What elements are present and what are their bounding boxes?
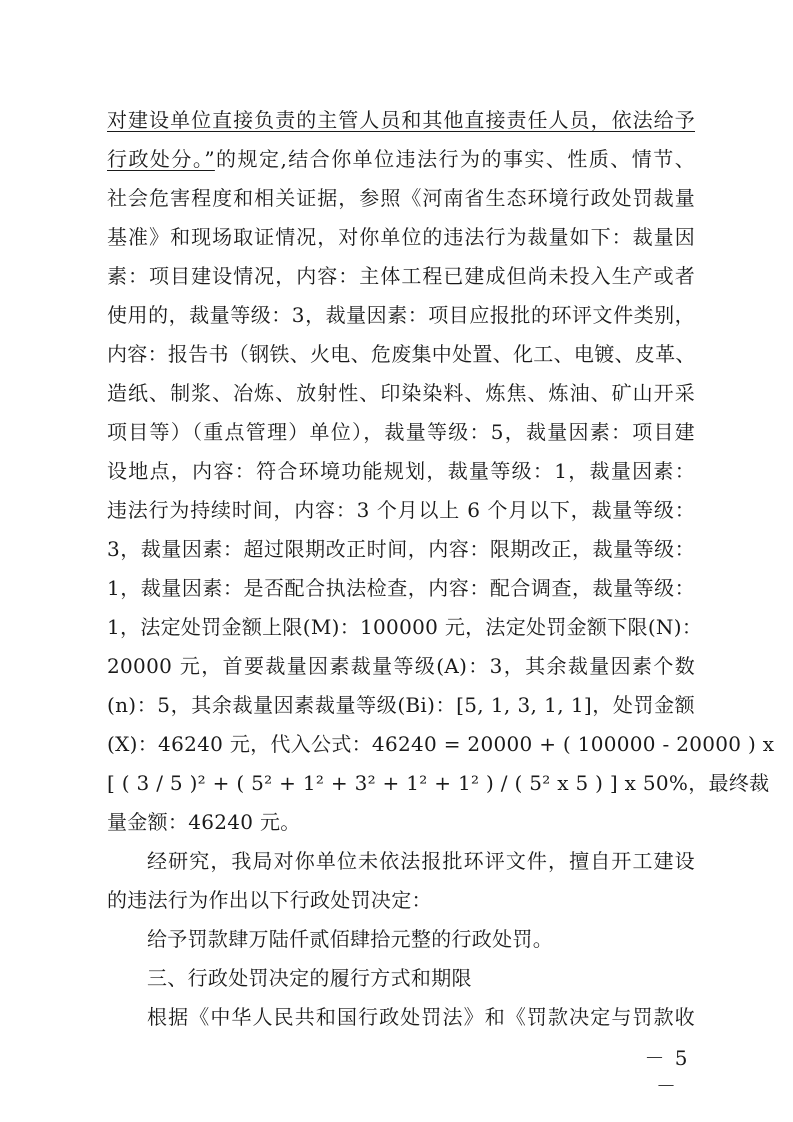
text-line-7: 内容：报告书（钢铁、火电、危废集中处置、化工、电镀、皮革、 <box>107 342 696 366</box>
page-number: － 5 － <box>644 1046 690 1098</box>
text-line-9: 项目等）（重点管理）单位），裁量等级：5，裁量因素：项目建 <box>107 420 695 444</box>
text-line-11: 违法行为持续时间，内容：3 个月以上 6 个月以下，裁量等级： <box>107 498 695 522</box>
text-line-4: 基准》和现场取证情况，对你单位的违法行为裁量如下：裁量因 <box>107 225 695 249</box>
text-line-21: 的违法行为作出以下行政处罚决定： <box>107 888 432 912</box>
text-line-15: 20000 元，首要裁量因素裁量等级(A)：3，其余裁量因素个数 <box>107 654 695 678</box>
text-line-8: 造纸、制浆、冶炼、放射性、印染染料、炼焦、炼油、矿山开采 <box>107 381 695 405</box>
text-line-19: 量金额：46240 元。 <box>107 810 301 834</box>
text-line-24: 根据《中华人民共和国行政处罚法》和《罚款决定与罚款收 <box>147 1005 695 1029</box>
paragraph-line-research: 经研究，我局对你单位未依法报批环评文件，擅自开工建设 <box>147 849 695 873</box>
text-line-14: 1，法定处罚金额上限(M)：100000 元，法定处罚金额下限(N)： <box>107 615 703 639</box>
text-line-1 <box>107 106 695 134</box>
text-line-16: (n)：5，其余裁量因素裁量等级(Bi)：[5, 1, 3, 1, 1]，处罚金额 <box>107 693 695 717</box>
text-line-2 <box>107 145 695 173</box>
text-line-3: 社会危害程度和相关证据，参照《河南省生态环境行政处罚裁量 <box>107 186 695 210</box>
underlined-text: 行政处分。” <box>107 147 215 171</box>
line-text: 的规定,结合你单位违法行为的事实、性质、情节、 <box>214 147 695 171</box>
text-line-5: 素：项目建设情况，内容：主体工程已建成但尚未投入生产或者 <box>107 264 695 288</box>
underlined-text: 对建设单位直接负责的主管人员和其他直接责任人员，依法给予 <box>107 108 695 132</box>
text-line-12: 3，裁量因素：超过限期改正时间，内容：限期改正，裁量等级： <box>107 537 695 561</box>
text-line-10: 设地点，内容：符合环境功能规划，裁量等级：1，裁量因素： <box>107 459 695 483</box>
text-line-17: (X)：46240 元，代入公式：46240 = 20000 + ( 100000 - 20000 ) x <box>107 732 775 756</box>
text-line-18: [ ( 3 / 5 )² + ( 5² + 1² + 3² + 1² + 1² ) / ( 5² x 5 ) ] x 50%，最终裁 <box>107 771 770 795</box>
section-heading: 三、行政处罚决定的履行方式和期限 <box>147 966 472 990</box>
text-line-6: 使用的，裁量等级：3，裁量因素：项目应报批的环评文件类别， <box>107 303 695 327</box>
text-line-13: 1，裁量因素：是否配合执法检查，内容：配合调查，裁量等级： <box>107 576 695 600</box>
penalty-decision-line: 给予罚款肆万陆仟贰佰肆拾元整的行政处罚。 <box>147 927 553 951</box>
